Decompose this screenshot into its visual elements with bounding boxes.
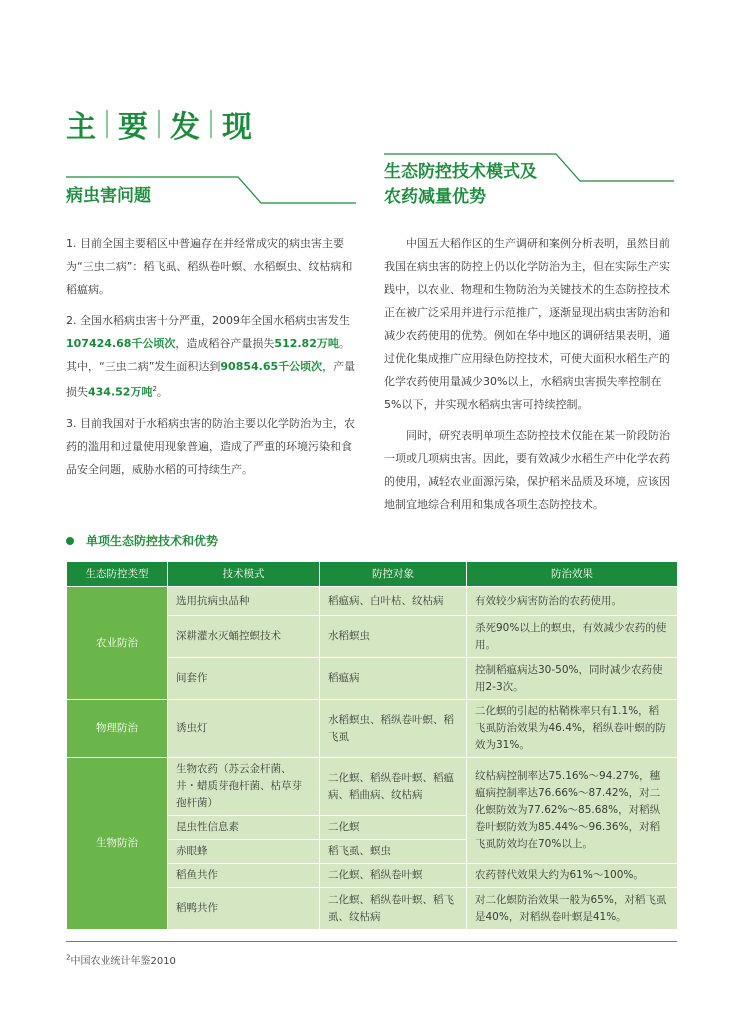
tech-cell: 诱虫灯 — [168, 700, 320, 758]
left-text-block — [66, 232, 358, 489]
footnote-number: 2 — [66, 953, 71, 962]
highlight-value: 90854.65千公顷次 — [220, 360, 323, 373]
effect-cell: 控制稻瘟病达30-50%，同时减少农药使用2-3次。 — [467, 658, 678, 700]
heading-line-2: 农药减量优势 — [384, 187, 486, 207]
target-cell: 二化螟、稻纵卷叶螟 — [320, 864, 467, 888]
effect-cell: 农药替代效果大约为61%～100%。 — [467, 864, 678, 888]
effect-cell: 有效较少病害防治的农药使用。 — [467, 587, 678, 616]
target-cell: 稻瘟病 — [320, 658, 467, 700]
tech-cell: 昆虫性信息素 — [168, 816, 320, 840]
target-cell: 稻飞虱、螟虫 — [320, 840, 467, 864]
target-cell: 水稻螟虫、稻纵卷叶螟、稻飞虱 — [320, 700, 467, 758]
tech-cell: 选用抗病虫品种 — [168, 587, 320, 616]
title-separator — [158, 110, 160, 138]
paragraph-3: 3. 目前我国对于水稻病虫害的防治主要以化学防治为主，农药的滥用和过量使用现象普遍，造成了严重的环境污染和食品安全问题，威胁水稻的可持续生产。 — [66, 416, 355, 476]
effect-cell: 对二化螟防治效果一般为65%，对稻飞虱是40%，对稻纵卷叶螟是41%。 — [467, 888, 678, 930]
footnote-ref: 2 — [152, 385, 157, 393]
section-heading-pest-problem: 病虫害问题 — [66, 186, 151, 206]
eco-control-table — [66, 561, 678, 930]
header-type: 生态防控类型 — [67, 562, 168, 587]
table-title-text: 单项生态防控技术和优势 — [86, 534, 219, 548]
header-tech: 技术模式 — [168, 562, 320, 587]
table-row — [67, 700, 678, 758]
header-effect: 防治效果 — [467, 562, 678, 587]
header-target: 防控对象 — [320, 562, 467, 587]
category-biological: 生物防治 — [67, 758, 168, 930]
text: ，产量损失 — [66, 360, 356, 399]
table-row — [67, 587, 678, 616]
category-agricultural: 农业防治 — [67, 587, 168, 700]
highlight-value: 107424.68千公顷次 — [66, 337, 176, 350]
title-char: 现 — [222, 110, 252, 145]
effect-cell: 二化螟的引起的枯鞘株率只有1.1%，稻飞虱防治效果为46.4%，稻纵卷叶螟的防效为31%。 — [467, 700, 678, 758]
table-header-row — [67, 562, 678, 587]
tech-cell: 生物农药（苏云金杆菌、井・蜡质芽孢杆菌、枯草芽孢杆菌） — [168, 758, 320, 816]
heading-line-1: 生态防控技术模式及 — [384, 162, 537, 182]
text: ，造成稻谷产量损失 — [175, 337, 275, 350]
category-physical: 物理防治 — [67, 700, 168, 758]
tech-cell: 赤眼蜂 — [168, 840, 320, 864]
text: 2. 全国水稻病虫害十分严重，2009年全国水稻病虫害发生 — [66, 314, 350, 327]
title-separator — [210, 110, 212, 138]
target-cell: 稻瘟病、白叶枯、纹枯病 — [320, 587, 467, 616]
footnote-text: 中国农业统计年鉴2010 — [70, 956, 176, 967]
highlight-value: 434.52万吨 — [88, 385, 153, 399]
effect-cell: 纹枯病控制率达75.16%～94.27%，穗瘟病控制率达76.66%～87.42%，对二化螟防效为77.62%～85.68%，对稻纵卷叶螟防效为85.44%～96.36%，对稻飞虱防效均在70%以上。 — [467, 758, 678, 864]
tech-cell: 间套作 — [168, 658, 320, 700]
highlight-value: 512.82万吨 — [274, 337, 339, 350]
footnote — [66, 952, 176, 967]
title-char: 要 — [118, 110, 148, 145]
title-separator — [106, 110, 108, 138]
heading-rule — [384, 153, 676, 183]
bullet-icon — [66, 537, 74, 545]
tech-cell: 稻鱼共作 — [168, 864, 320, 888]
title-char: 主 — [66, 110, 96, 145]
text: 。 — [156, 385, 168, 399]
target-cell: 二化螟 — [320, 816, 467, 840]
target-cell: 二化螟、稻纵卷叶螟、稻瘟病、稻曲病、纹枯病 — [320, 758, 467, 816]
target-cell: 二化螟、稻纵卷叶螟、稻飞虱、纹枯病 — [320, 888, 467, 930]
paragraph-2 — [66, 309, 358, 404]
tech-cell: 稻鸭共作 — [168, 888, 320, 930]
paragraph-1: 中国五大稻作区的生产调研和案例分析表明，虽然目前我国在病虫害的防控上仍以化学防治为主，但在实际生产实践中，以农业、物理和生物防治为关键技术的生态防控技术正在被广泛采用并进行示范推广，逐渐显现出病虫害防治和减少农药使用的优势。例如在华中地区的调研结果表明，通过优化集成推广应用绿色防控技术，可使大面积水稻生产的化学农药使用量减少30%以上，水稻病虫害损失率控制在5%以下，并实现水稻病虫害可持续控制。 — [384, 237, 670, 411]
page-title — [66, 100, 252, 148]
tech-cell: 深耕灌水灭蛹控螟技术 — [168, 616, 320, 658]
text: 。其中，“三虫二病”发生面积达到 — [66, 337, 350, 373]
footnote-divider — [66, 941, 677, 942]
right-text-block — [384, 232, 676, 524]
target-cell: 水稻螟虫 — [320, 616, 467, 658]
title-char: 发 — [170, 110, 200, 145]
paragraph-2: 同时，研究表明单项生态防控技术仅能在某一阶段防治一项或几项病虫害。因此，要有效减少水稻生产中化学农药的使用，减轻农业面源污染，保护稻米品质及环境，应该因地制宜地综合利用和集成各项生态防控技术。 — [384, 429, 670, 511]
effect-cell: 杀死90%以上的螟虫，有效减少农药的使用。 — [467, 616, 678, 658]
table-title — [66, 532, 218, 549]
table-row — [67, 758, 678, 816]
heading-rule — [66, 176, 358, 204]
paragraph-1: 1. 目前全国主要稻区中普遍存在并经常成灾的病虫害主要为“三虫二病”：稻飞虱、稻纵卷叶螟、水稻螟虫、纹枯病和稻瘟病。 — [66, 237, 353, 296]
